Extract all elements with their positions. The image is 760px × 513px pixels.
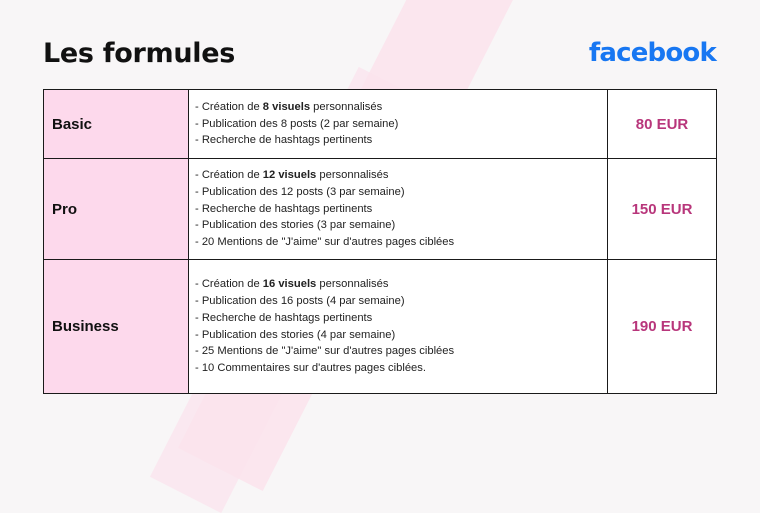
feature-text: personnalisés	[316, 278, 389, 291]
plan-name: Business	[44, 260, 189, 394]
feature-text: - Publication des 12 posts (3 par semaine)	[195, 185, 405, 198]
plan-price: 80 EUR	[608, 90, 717, 159]
feature-text: - 20 Mentions de "J'aime" sur d'autres pages ciblées	[195, 236, 455, 249]
feature-item	[195, 167, 601, 184]
feature-text: - Création de	[195, 278, 263, 291]
feature-item	[195, 234, 601, 251]
plan-name: Basic	[44, 90, 189, 159]
feature-item	[195, 293, 601, 310]
feature-text: - Publication des stories (3 par semaine)	[195, 219, 396, 232]
feature-item	[195, 99, 601, 116]
feature-item	[195, 360, 601, 377]
feature-text: personnalisés	[316, 169, 389, 181]
feature-text: - Recherche de hashtags pertinents	[195, 134, 373, 147]
feature-item	[195, 276, 601, 293]
feature-text: - Création de	[195, 169, 263, 181]
facebook-logo: facebook	[588, 38, 716, 68]
plan-row-pro	[44, 159, 717, 260]
plan-name: Pro	[44, 159, 189, 260]
pricing-table-body	[44, 90, 717, 394]
plan-row-business	[44, 260, 717, 394]
plan-features	[189, 90, 608, 159]
feature-highlight: 16 visuels	[262, 278, 317, 291]
feature-item	[195, 184, 601, 201]
feature-item	[195, 132, 601, 149]
plan-price: 190 EUR	[608, 260, 717, 394]
plan-price: 150 EUR	[608, 159, 717, 260]
feature-item	[195, 343, 601, 360]
feature-text: - 25 Mentions de "J'aime" sur d'autres pages ciblées	[195, 345, 455, 358]
plan-row-basic	[44, 90, 717, 159]
feature-item	[195, 116, 601, 133]
feature-text: - Recherche de hashtags pertinents	[195, 202, 373, 215]
plan-features	[189, 260, 608, 394]
feature-text: - Publication des 16 posts (4 par semaine)	[195, 294, 405, 307]
feature-text: personnalisés	[310, 100, 383, 113]
feature-text: - 10 Commentaires sur d'autres pages ciblées.	[195, 362, 426, 375]
feature-text: - Publication des stories (4 par semaine)	[195, 328, 396, 341]
plan-features	[189, 159, 608, 260]
feature-item	[195, 217, 601, 234]
pricing-table	[43, 89, 717, 394]
feature-highlight: 8 visuels	[262, 100, 311, 113]
feature-text: - Création de	[195, 100, 263, 113]
feature-text: - Publication des 8 posts (2 par semaine)	[195, 117, 399, 130]
feature-highlight: 12 visuels	[262, 169, 317, 181]
feature-item	[195, 327, 601, 344]
feature-item	[195, 310, 601, 327]
page-title: Les formules	[43, 38, 235, 69]
feature-item	[195, 201, 601, 218]
feature-text: - Recherche de hashtags pertinents	[195, 311, 373, 324]
